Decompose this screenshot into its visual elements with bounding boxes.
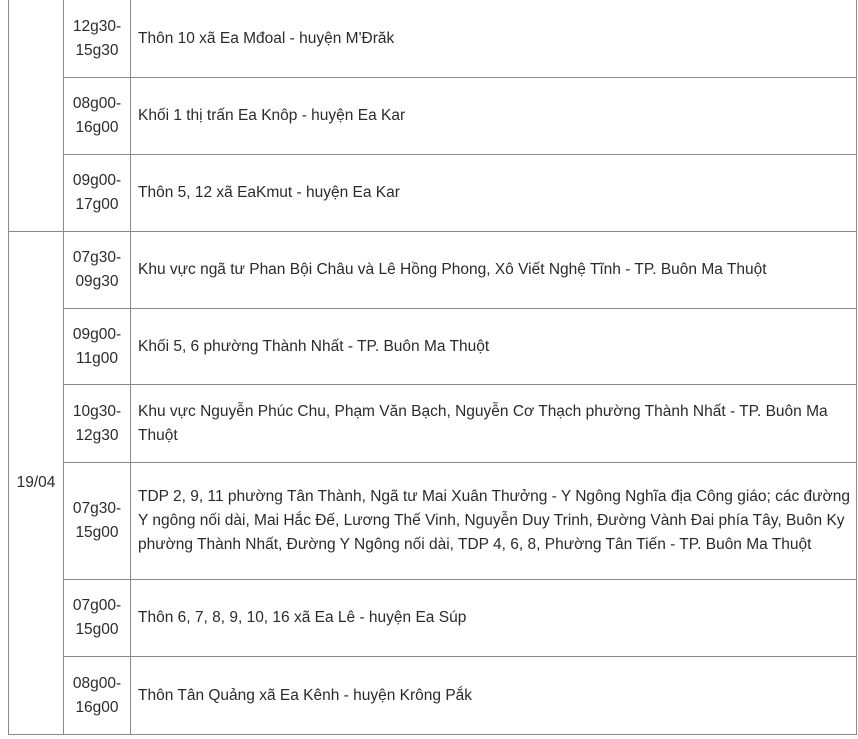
date-cell <box>9 232 64 735</box>
table-row <box>9 78 857 155</box>
location-cell: Khối 5, 6 phường Thành Nhất - TP. Buôn Ma Thuột <box>131 309 857 385</box>
location-cell: Khu vực Nguyễn Phúc Chu, Phạm Văn Bạch, Nguyễn Cơ Thạch phường Thành Nhất - TP. Buôn Ma Thuột <box>131 385 857 463</box>
time-cell <box>64 232 131 309</box>
time-end: 17g00 <box>75 196 119 213</box>
time-start: 10g30- <box>72 402 122 420</box>
table-row <box>9 232 857 309</box>
location-cell: Thôn 10 xã Ea Mđoal - huyện M'Đrăk <box>131 0 857 78</box>
time-cell <box>64 309 131 385</box>
time-cell <box>64 0 131 78</box>
time-end: 16g00 <box>75 119 119 136</box>
time-cell <box>64 385 131 463</box>
date-label: 19/04 <box>16 474 56 491</box>
time-cell <box>64 657 131 735</box>
table-row <box>9 463 857 580</box>
location-cell: Khu vực ngã tư Phan Bội Châu và Lê Hồng Phong, Xô Viết Nghệ Tĩnh - TP. Buôn Ma Thuột <box>131 232 857 309</box>
time-cell <box>64 580 131 657</box>
location-cell: Thôn Tân Quảng xã Ea Kênh - huyện Krông Pắk <box>131 657 857 735</box>
time-cell <box>64 463 131 580</box>
time-end: 15g30 <box>75 41 119 59</box>
time-end: 09g30 <box>75 273 119 290</box>
location-cell: Thôn 5, 12 xã EaKmut - huyện Ea Kar <box>131 155 857 232</box>
time-start: 09g00- <box>72 172 122 189</box>
location-cell: TDP 2, 9, 11 phường Tân Thành, Ngã tư Mai Xuân Thưởng - Y Ngông Nghĩa địa Công giáo; các đường Y ngông nối dài, Mai Hắc Đế, Lương Thế Vinh, Nguyễn Duy Trinh, Đường Vành Đai phía Tây, Buôn Ky phường Thành Nhất, Đường Y Ngông nối dài, TDP 4, 6, 8, Phường Tân Tiến - TP. Buôn Ma Thuột <box>131 463 857 580</box>
time-start: 07g30- <box>72 249 122 266</box>
schedule-table <box>8 0 857 735</box>
location-cell: Thôn 6, 7, 8, 9, 10, 16 xã Ea Lê - huyện Ea Súp <box>131 580 857 657</box>
time-start: 12g30- <box>72 17 122 35</box>
time-end: 16g00 <box>75 698 119 716</box>
location-cell: Khối 1 thị trấn Ea Knôp - huyện Ea Kar <box>131 78 857 155</box>
time-end: 15g00 <box>75 524 119 541</box>
time-start: 07g00- <box>72 597 122 614</box>
table-row <box>9 580 857 657</box>
table-row <box>9 385 857 463</box>
time-end: 11g00 <box>76 349 118 367</box>
time-end: 12g30 <box>75 426 119 444</box>
time-cell <box>64 155 131 232</box>
time-end: 15g00 <box>75 621 119 638</box>
time-start: 08g00- <box>72 674 122 692</box>
time-cell <box>64 78 131 155</box>
table-row <box>9 155 857 232</box>
table-row <box>9 0 857 78</box>
time-start: 09g00- <box>72 325 122 343</box>
table-row <box>9 309 857 385</box>
time-start: 08g00- <box>72 95 122 112</box>
date-cell <box>9 0 64 232</box>
time-start: 07g30- <box>72 500 122 517</box>
table-row <box>9 657 857 735</box>
